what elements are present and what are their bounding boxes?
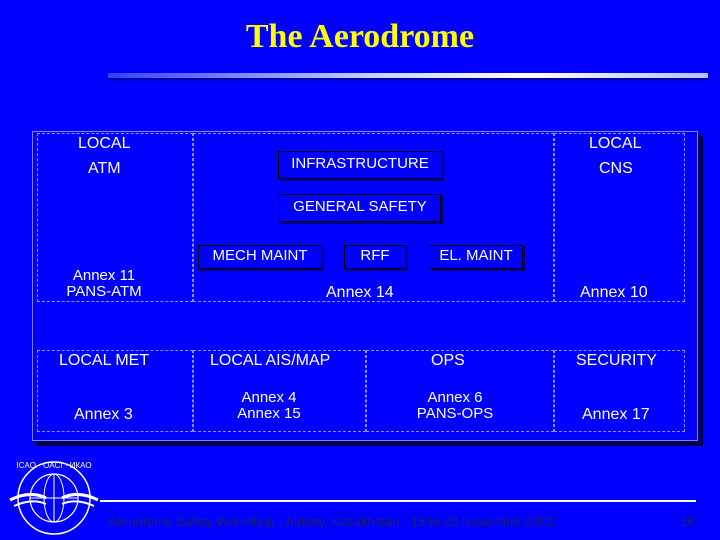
annex4-line: Annex 4 — [241, 389, 297, 406]
infrastructure-box — [278, 151, 442, 179]
annex3-label: Annex 3 — [74, 406, 133, 423]
el-maint-box — [429, 245, 523, 269]
annex6-line: Annex 6 — [427, 389, 483, 406]
mech-maint-box — [198, 245, 322, 269]
annex11-line2: PANS-ATM — [66, 283, 142, 300]
annex14-label: Annex 14 — [326, 284, 394, 301]
local-ais-label: LOCAL AIS/MAP — [210, 352, 331, 369]
annex6-label — [400, 390, 510, 422]
mech-maint-label: MECH MAINT — [212, 247, 308, 264]
annex17-label: Annex 17 — [582, 406, 650, 423]
annex15-line: Annex 15 — [237, 405, 301, 422]
local-atm-label-line1: LOCAL — [78, 135, 131, 152]
general-safety-box — [279, 194, 441, 222]
security-label: SECURITY — [576, 352, 657, 369]
annex11-line1: Annex 11 — [72, 267, 136, 284]
general-safety-label: GENERAL SAFETY — [293, 198, 427, 215]
footer-text: Aerodrome Safety Workshop - Almaty, Kazakhstan - 18 to 22 November 2002 — [108, 514, 555, 529]
rff-label: RFF — [360, 247, 390, 264]
pans-ops-line: PANS-OPS — [416, 405, 494, 422]
svg-text:ICAO · OACI · ИКАО: ICAO · OACI · ИКАО — [16, 461, 92, 470]
icao-logo — [6, 456, 102, 540]
el-maint-label: EL. MAINT — [439, 247, 513, 264]
local-atm-label-line2: ATM — [88, 160, 121, 177]
footer-divider — [100, 500, 696, 502]
ops-label: OPS — [431, 352, 465, 369]
local-cns-label-line1: LOCAL — [589, 135, 642, 152]
title-underline — [108, 73, 708, 78]
page-number: 16 — [680, 514, 695, 529]
page-title: The Aerodrome — [245, 18, 475, 55]
local-cns-label-line2: CNS — [599, 160, 633, 177]
local-met-label: LOCAL MET — [59, 352, 150, 369]
annex10-label: Annex 10 — [580, 284, 648, 301]
annex4-15-label — [214, 390, 324, 422]
infrastructure-label: INFRASTRUCTURE — [291, 155, 429, 172]
rff-box — [344, 245, 406, 269]
annex11-label — [44, 268, 164, 300]
local-cns-region — [554, 133, 685, 302]
